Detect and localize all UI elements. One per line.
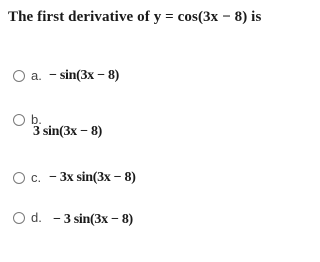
option-letter: b. — [31, 112, 42, 127]
radio-unchecked-icon[interactable] — [13, 212, 25, 224]
question-suffix: is — [251, 9, 262, 25]
question-text — [8, 9, 261, 26]
option-expression: − 3x sin(3x − 8) — [49, 170, 136, 185]
option-expression: − 3 sin(3x − 8) — [53, 212, 133, 227]
option-letter: d. — [31, 210, 42, 225]
option-letter: a. — [31, 68, 42, 83]
option-expression: 3 sin(3x − 8) — [33, 124, 103, 139]
question-function: y = cos(3x − 8) — [153, 9, 248, 25]
radio-unchecked-icon[interactable] — [13, 114, 25, 126]
radio-unchecked-icon[interactable] — [13, 70, 25, 82]
question-label: The first derivative of — [8, 9, 150, 25]
radio-unchecked-icon[interactable] — [13, 172, 25, 184]
option-expression: − sin(3x − 8) — [49, 68, 120, 83]
option-letter: c. — [31, 170, 42, 185]
